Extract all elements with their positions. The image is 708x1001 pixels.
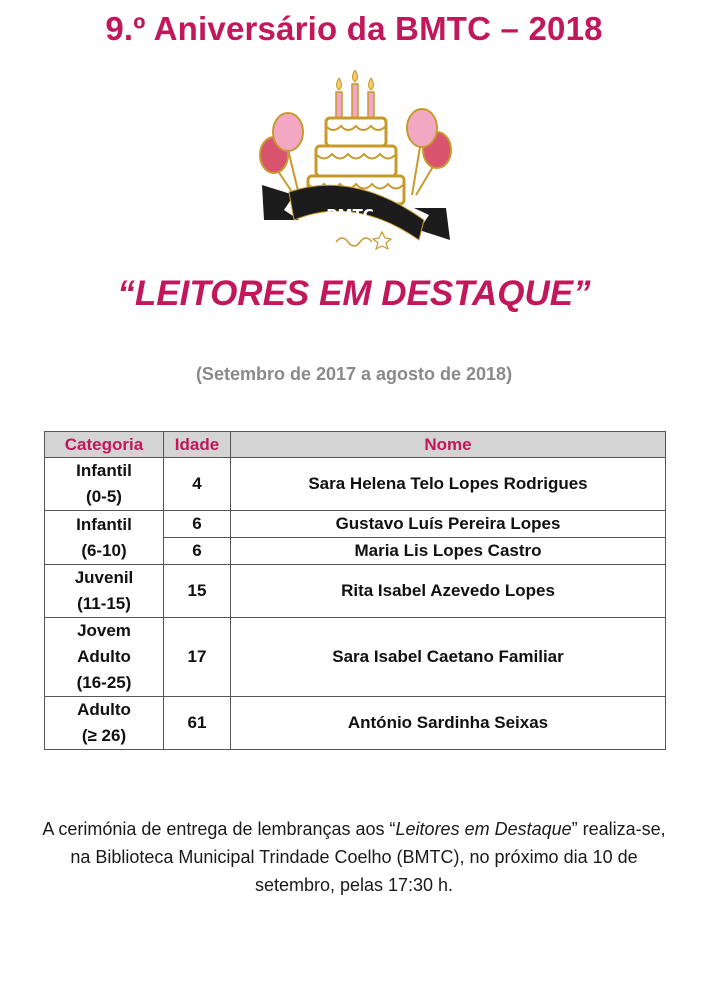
category-line: Infantil (76, 514, 132, 534)
name-cell: Rita Isabel Azevedo Lopes (231, 565, 666, 618)
header-age: Idade (164, 432, 231, 458)
category-cell (45, 511, 164, 565)
header-name: Nome (231, 432, 666, 458)
logo-banner-text: BMTC (326, 206, 374, 224)
category-cell (45, 618, 164, 697)
ceremony-note-end: ” realiza-se, na Biblioteca Municipal Trindade Coelho (BMTC), no próximo dia 10 de setembro, pelas 17:30 h. (70, 819, 666, 895)
age-cell: 4 (164, 458, 231, 511)
ceremony-note-start: A cerimónia de entrega de lembranças aos “ (42, 819, 396, 839)
page-title: 9.º Aniversário da BMTC – 2018 (105, 10, 603, 47)
headline: “LEITORES EM DESTAQUE” (117, 274, 591, 313)
category-range: (≥ 26) (81, 726, 127, 745)
table-row (45, 565, 666, 618)
name-cell: António Sardinha Seixas (231, 697, 666, 750)
age-cell: 6 (164, 538, 231, 565)
table-row (45, 697, 666, 750)
category-line: Jovem (77, 621, 131, 640)
readers-table (44, 431, 666, 750)
table-row (45, 618, 666, 697)
table-header-row (45, 432, 666, 458)
ceremony-note-emphasis: Leitores em Destaque (395, 819, 572, 839)
name-cell: Maria Lis Lopes Castro (231, 538, 666, 565)
name-cell: Gustavo Luís Pereira Lopes (231, 511, 666, 538)
category-line: Adulto (77, 700, 131, 719)
age-cell: 6 (164, 511, 231, 538)
name-cell: Sara Isabel Caetano Familiar (231, 618, 666, 697)
category-range: (0-5) (86, 487, 122, 506)
category-range: (6-10) (81, 540, 127, 560)
name-cell: Sara Helena Telo Lopes Rodrigues (231, 458, 666, 511)
age-cell: 15 (164, 565, 231, 618)
category-line: Juvenil (74, 568, 134, 587)
table-row (45, 511, 666, 538)
table-row (45, 458, 666, 511)
category-line: Infantil (76, 461, 132, 480)
category-cell (45, 697, 164, 750)
header-category: Categoria (45, 432, 164, 458)
age-cell: 17 (164, 618, 231, 697)
anniversary-cake-logo (254, 70, 454, 260)
category-range: (11-15) (77, 594, 131, 613)
ceremony-note (40, 815, 668, 899)
category-line: Adulto (77, 647, 131, 666)
category-cell (45, 458, 164, 511)
category-range: (16-25) (76, 673, 132, 692)
category-cell (45, 565, 164, 618)
age-cell: 61 (164, 697, 231, 750)
period-subtitle: (Setembro de 2017 a agosto de 2018) (195, 364, 513, 384)
